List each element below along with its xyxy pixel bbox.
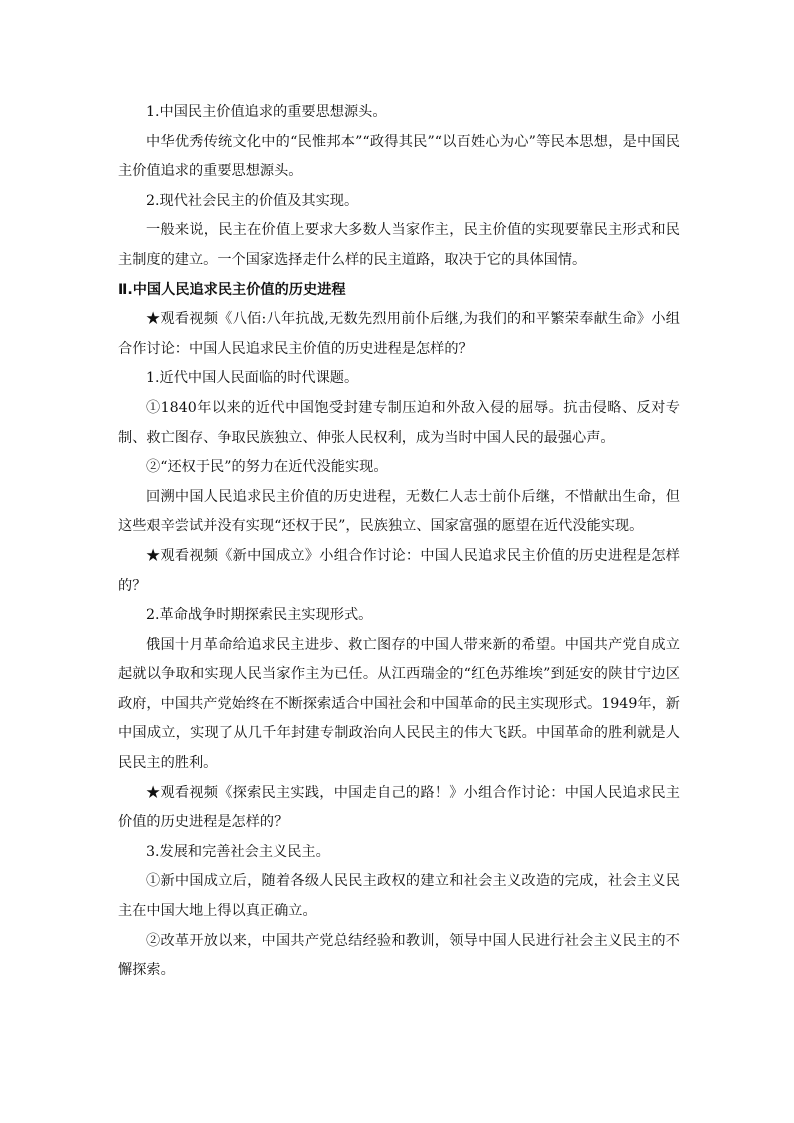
document-body [118,98,680,986]
sub-point-1-item-a: ①1840年以来的近代中国饱受封建专制压迫和外敌入侵的屈辱。抗击侵略、反对专制、救亡图存、争取民族独立、伸张人民权利，成为当时中国人民的最强心声。 [118,399,680,446]
sub-point-3-item-b: ②改革开放以来，中国共产党总结经验和教训，领导中国人民进行社会主义民主的不懈探索。 [118,932,680,979]
activity-prompt-2: ★观看视频《新中国成立》小组合作讨论：中国人民追求民主价值的历史进程是怎样的？ [118,547,680,594]
sub-point-1-body: 回溯中国人民追求民主价值的历史进程，无数仁人志士前仆后继，不惜献出生命，但这些艰辛尝试并没有实现“还权于民”，民族独立、国家富强的愿望在近代没能实现。 [118,488,680,535]
section-heading: Ⅱ.中国人民追求民主价值的历史进程 [118,281,346,298]
sub-point-3-item-a: ①新中国成立后，随着各级人民民主政权的建立和社会主义改造的完成，社会主义民主在中国大地上得以真正确立。 [118,873,680,920]
point-1-body: 中华优秀传统文化中的“民惟邦本”“政得其民”“以百姓心为心”等民本思想，是中国民主价值追求的重要思想源头。 [118,133,680,180]
activity-prompt-1: ★观看视频《八佰:八年抗战,无数先烈用前仆后继,为我们的和平繁荣奉献生命》小组合作讨论：中国人民追求民主价值的历史进程是怎样的？ [118,311,680,357]
sub-point-2-heading: 2.革命战争时期探索民主实现形式。 [146,607,373,624]
sub-point-3-heading: 3.发展和完善社会主义民主。 [146,843,330,860]
sub-point-1-heading: 1.近代中国人民面临的时代课题。 [146,370,359,387]
point-1-heading: 1.中国民主价值追求的重要思想源头。 [146,104,387,120]
activity-prompt-3: ★观看视频《探索民主实践，中国走自己的路！》小组合作讨论：中国人民追求民主价值的历史进程是怎样的？ [118,784,680,831]
point-2-heading: 2.现代社会民主的价值及其实现。 [146,192,359,209]
point-2-body: 一般来说，民主在价值上要求大多数人当家作主，民主价值的实现要靠民主形式和民主制度的建立。一个国家选择走什么样的民主道路，取决于它的具体国情。 [118,222,680,268]
sub-point-2-body: 俄国十月革命给追求民主进步、救亡图存的中国人带来新的希望。中国共产党自成立起就以争取和实现人民当家作主为已任。从江西瑞金的“红色苏维埃”到延安的陕甘宁边区政府，中国共产党始终在不断探索适合中国社会和中国革命的民主实现形式。1949年，新中国成立，实现了从几千年封建专制政治向人民民主的伟大飞跃。中国革命的胜利就是人民民主的胜利。 [118,636,680,772]
sub-point-1-item-b: ②“还权于民”的努力在近代没能实现。 [146,459,388,476]
